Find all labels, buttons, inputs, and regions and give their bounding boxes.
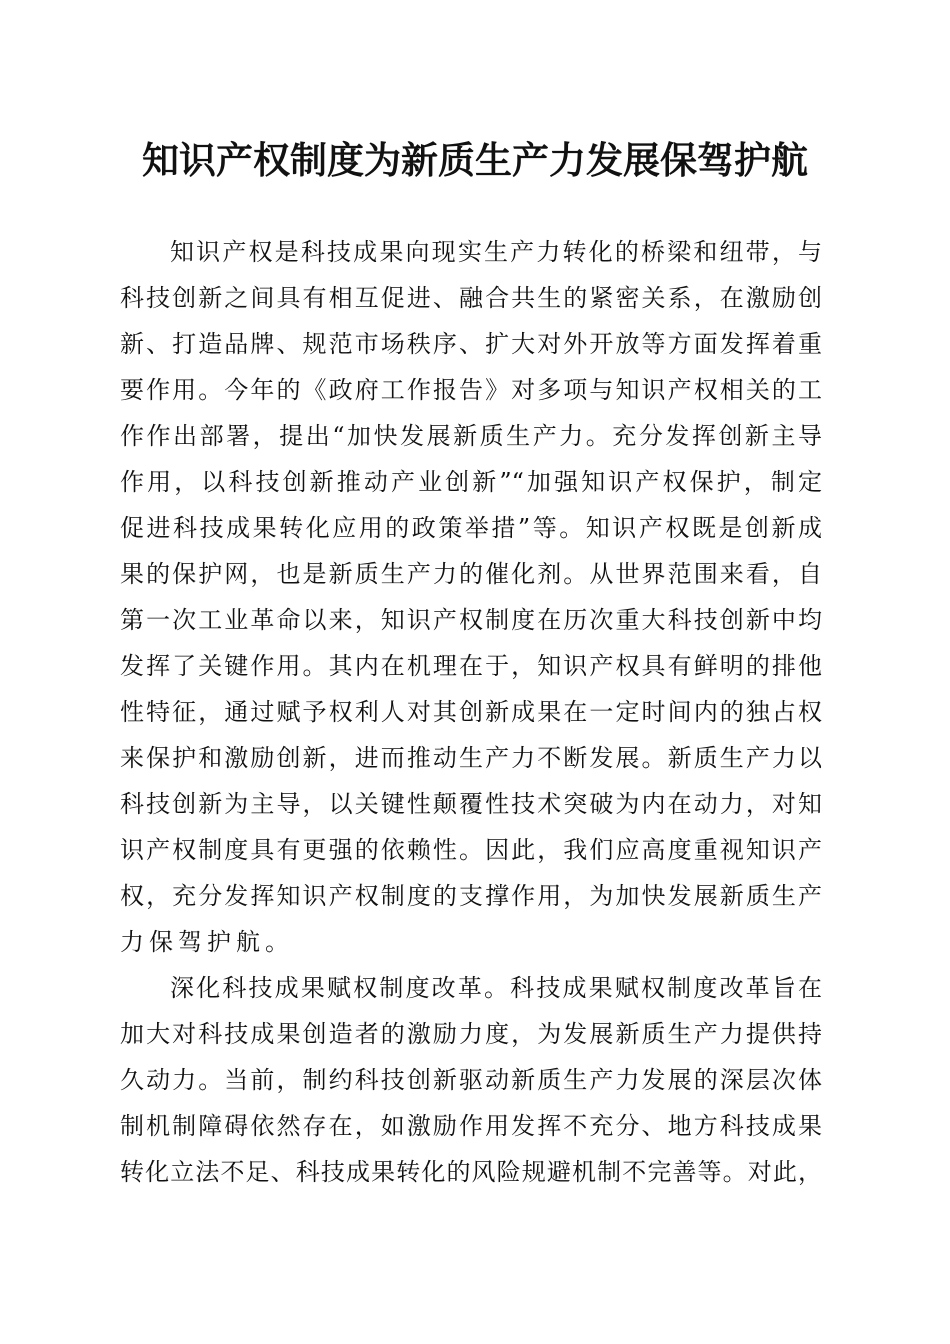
paragraph-1-line-6: 作用，以科技创新推动产业创新”“加强知识产权保护，制定: [120, 468, 822, 496]
document-title: 知识产权制度为新质生产力发展保驾护航: [142, 138, 808, 182]
paragraph-1-line-10: 发挥了关键作用。其内在机理在于，知识产权具有鲜明的排他: [120, 652, 822, 680]
paragraph-1-line-7: 促进科技成果转化应用的政策举措”等。知识产权既是创新成: [120, 514, 822, 542]
paragraph-1-line-16: 力保驾护航。: [120, 928, 294, 956]
paragraph-1-line-9: 第一次工业革命以来，知识产权制度在历次重大科技创新中均: [120, 606, 822, 634]
paragraph-1-line-8: 果的保护网，也是新质生产力的催化剂。从世界范围来看，自: [120, 560, 822, 588]
paragraph-1-line-2: 科技创新之间具有相互促进、融合共生的紧密关系，在激励创: [120, 284, 822, 312]
paragraph-1-line-11: 性特征，通过赋予权利人对其创新成果在一定时间内的独占权: [120, 698, 822, 726]
paragraph-2-line-5: 转化立法不足、科技成果转化的风险规避机制不完善等。对此，: [120, 1158, 822, 1186]
paragraph-2-line-3: 久动力。当前，制约科技创新驱动新质生产力发展的深层次体: [120, 1066, 822, 1094]
paragraph-1-line-12: 来保护和激励创新，进而推动生产力不断发展。新质生产力以: [120, 744, 822, 772]
paragraph-1-line-4: 要作用。今年的《政府工作报告》对多项与知识产权相关的工: [120, 376, 822, 404]
paragraph-1-line-15: 权，充分发挥知识产权制度的支撑作用，为加快发展新质生产: [120, 882, 822, 910]
paragraph-2-line-4: 制机制障碍依然存在，如激励作用发挥不充分、地方科技成果: [120, 1112, 822, 1140]
paragraph-1-line-5: 作作出部署，提出“加快发展新质生产力。充分发挥创新主导: [120, 422, 822, 450]
paragraph-1-line-1: 知识产权是科技成果向现实生产力转化的桥梁和纽带，与: [170, 238, 822, 266]
paragraph-1-line-3: 新、打造品牌、规范市场秩序、扩大对外开放等方面发挥着重: [120, 330, 822, 358]
paragraph-2-line-1: 深化科技成果赋权制度改革。科技成果赋权制度改革旨在: [170, 974, 822, 1002]
paragraph-2-line-2: 加大对科技成果创造者的激励力度，为发展新质生产力提供持: [120, 1020, 822, 1048]
paragraph-1-line-14: 识产权制度具有更强的依赖性。因此，我们应高度重视知识产: [120, 836, 822, 864]
paragraph-1-line-13: 科技创新为主导，以关键性颠覆性技术突破为内在动力，对知: [120, 790, 822, 818]
